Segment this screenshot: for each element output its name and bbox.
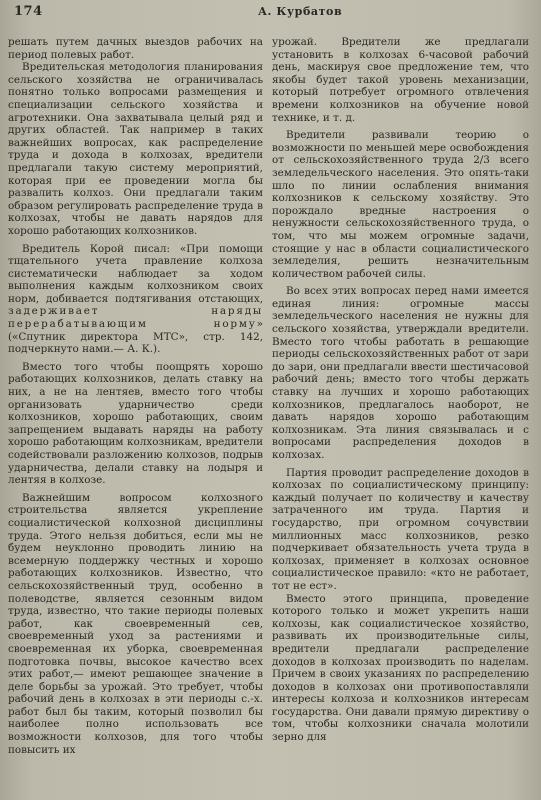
- text-run: Важнейшим вопросом колхозного строительства является укрепление социалистической колхозной дисциплины труда. Этого нельзя добиться, если мы не будем неуклонно проводить линию на всемерную поддержку честных и хорошо работающих колхозников. Известно, что сельскохозяйственный труд, особенно в полеводстве, является сезонным видом труда, известно, что такие периоды полевых работ, как своевременный сев, своевременный уход за растениями и своевременная их уборка, своевременная подготовка почвы, высокое качество всех этих работ,— имеют решающее значение в деле борьбы за урожай. Это требует, чтобы рабочий день в колхозах в эти периоды с.-х. работ был бы таким, который позволил бы наиболее полно использовать все возможности колхозов, для того чтобы повысить их: [8, 491, 263, 756]
- running-title: А. Курбатов: [258, 5, 343, 18]
- paragraph: [272, 36, 529, 124]
- paragraph: [272, 285, 529, 461]
- paragraph: [272, 129, 529, 280]
- text-run: Вредительская методология планирования сельского хозяйства не ограничивалась понятно только вопросами размещения и специализации сельского хозяйства и агротехники. Она захватывала целый ряд и других областей. Так например в таких важнейших вопросах, как распределение труда и дохода в колхозах, вредители предлагали такую систему мероприятий, которая при ее проведении могла бы развалить колхоз. Они предлагали таким образом регулировать распределение труда в колхозах, чтобы не давать нарядов для хорошо работающих колхозников.: [8, 61, 263, 237]
- text-run: » («Спутник директора МТС», стр. 142, подчеркнуто нами.— А. К.).: [8, 318, 263, 356]
- paragraph: [8, 361, 263, 487]
- emphasized-text: задерживает наряды перерабатывающим норму: [8, 305, 263, 331]
- page-header: [14, 4, 527, 22]
- text-run: Во всех этих вопросах перед нами имеется единая линия: огромные массы земледельческого населения не нужны для сельского хозяйства, утверждали вредители. Вместо того чтобы работать в решающие периоды сельскохозяйственных работ от зари до зари, они предлагали ввести шестичасовой рабочий день; вместо того чтобы держать ставку на лучших и хорошо работающих колхозников, предлагалось наоборот, не давать нарядов хорошо работающим колхозникам. Эта линия связывалась и с вопросами распределения доходов в колхозах.: [272, 285, 529, 461]
- page-number: 174: [14, 4, 43, 19]
- paragraph: [272, 593, 529, 744]
- paragraph: [272, 467, 529, 593]
- paragraph: [8, 492, 263, 756]
- text-run: Вредители развивали теорию о возможности по меньшей мере освобождения от сельскохозяйственного труда 2/3 всего земледельческого населения. Это опять-таки шло по линии ослабления внимания колхозников к сельскому хозяйству. Это порождало вредные настроения о ненужности сельскохозяйственного труда, о том, что мы можем огромные задачи, стоящие у нас в области социалистического земледелия, решить незначительным количеством рабочей силы.: [272, 129, 529, 280]
- paragraph: [8, 36, 263, 61]
- paragraph: [8, 243, 263, 356]
- left-text-column: [8, 36, 263, 800]
- text-run: решать путем дачных выездов рабочих на период полевых работ.: [8, 36, 263, 61]
- right-text-column: [272, 36, 529, 800]
- text-run: Партия проводит распределение доходов в колхозах по социалистическому принципу: каждый получает по количеству и качеству затраченного им труда. Партия и государство, при огромном сочувствии миллионных масс колхозников, резко подчеркивает обязательность учета труда в колхозах, применяет в колхозах основное социалистическое правило: «кто не работает, тот не ест».: [272, 466, 529, 592]
- text-run: урожай. Вредители же предлагали установить в колхозах 6-часовой рабочий день, маскируя свое предложение тем, что якобы будет такой уровень механизации, который потребует огромного отвлечения времени колхозников на обучение новой технике, и т. д.: [272, 36, 529, 124]
- text-run: Вместо того чтобы поощрять хорошо работающих колхозников, делать ставку на них, а не на лентяев, вместо того чтобы организовать ударничество среди колхозников, хорошо работающих, своим запрещением выдавать наряды на работу хорошо работающим колхозникам, вредители содействовали разложению колхозов, подрыв ударничества, делали ставку на лодыря и лентяя в колхозе.: [8, 360, 263, 487]
- text-run: Вредитель Корой писал: «При помощи тщательного учета правление колхоза систематически наблюдает за ходом выполнения каждым колхозником своих норм, добивается подтягивания отстающих,: [8, 242, 263, 305]
- paragraph: [8, 61, 263, 237]
- text-run: Вместо этого принципа, проведение которого только и может укрепить наши колхозы, как социалистическое хозяйство, развивать их производительные силы, вредители предлагали распределение доходов в колхозах производить по наделам. Причем в своих указаниях по распределению доходов в колхозах они противопоставляли интересы колхоза и колхозников интересам государства. Они давали прямую директиву о том, чтобы колхозники сначала молотили зерно для: [272, 592, 529, 744]
